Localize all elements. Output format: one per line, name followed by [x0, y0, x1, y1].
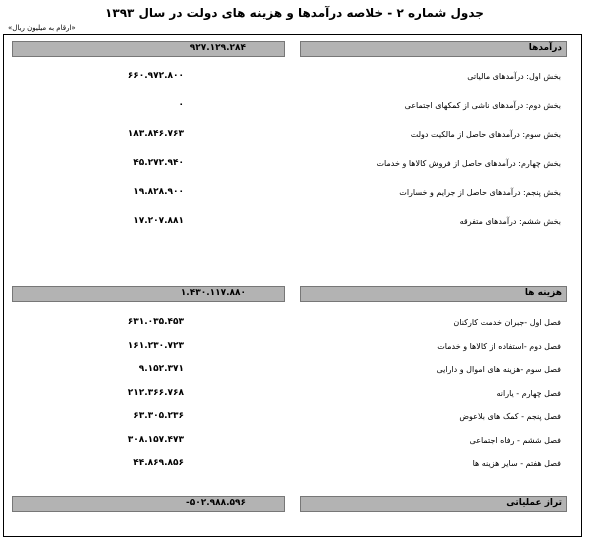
- expenses-item-label: فصل اول -جبران خدمت کارکنان: [453, 318, 561, 327]
- unit-note-text: ارقام به میلیون ریال: [12, 24, 72, 32]
- expenses-total: ۱.۴۳۰.۱۱۷.۸۸۰: [180, 288, 246, 298]
- table-title: جدول شماره ۲ - خلاصه درآمدها و هزینه های دولت در سال ۱۳۹۳: [105, 6, 484, 20]
- revenues-item-label: بخش پنجم: درآمدهای حاصل از جرایم و خسارات: [399, 188, 561, 197]
- revenues-item-value: ۴۵.۲۷۲.۹۴۰: [133, 158, 184, 168]
- expenses-item-label: فصل چهارم - یارانه: [496, 388, 561, 398]
- unit-note: «ارقام به میلیون ریال»: [8, 24, 76, 32]
- expenses-header-bar: [300, 286, 567, 302]
- expenses-item-value: ۱۶۱.۲۳۰.۷۲۳: [127, 340, 184, 351]
- revenues-total: ۹۲۷.۱۲۹.۲۸۴: [189, 43, 246, 53]
- expenses-item-value: ۶۳۱.۰۳۵.۴۵۳: [127, 317, 184, 327]
- revenues-header-bar: [300, 41, 567, 57]
- revenues-item-value: ۱۷.۲۰۷.۸۸۱: [133, 216, 184, 226]
- expenses-item-value: ۳۰۸.۱۵۷.۴۷۳: [127, 434, 184, 445]
- balance-value: -۵۰۲.۹۸۸.۵۹۶: [185, 498, 246, 508]
- revenues-item-value: ۶۶۰.۹۷۲.۸۰۰: [127, 71, 184, 81]
- revenues-item-label: بخش دوم: درآمدهای ناشی از کمکهای اجتماعی: [404, 101, 561, 110]
- expenses-item-value: ۶۳.۳۰۵.۲۳۶: [133, 411, 184, 421]
- expenses-item-label: فصل هفتم - سایر هزینه ها: [472, 459, 561, 468]
- expenses-item-label: فصل ششم - رفاه اجتماعی: [469, 435, 561, 445]
- revenues-item-label: بخش ششم: درآمدهای متفرقه: [459, 217, 561, 226]
- revenues-item-label: بخش اول: درآمدهای مالیاتی: [467, 72, 561, 81]
- revenues-item-value: ۱۹.۸۲۸.۹۰۰: [133, 187, 184, 197]
- balance-header: تراز عملیاتی: [506, 498, 562, 508]
- expenses-item-value: ۴۴.۸۶۹.۸۵۶: [133, 458, 184, 468]
- revenues-total-bar: [12, 41, 285, 57]
- expenses-item-label: فصل پنجم - کمک های بلاعوض: [459, 412, 561, 421]
- expenses-total-bar: [12, 286, 285, 302]
- revenues-header: درآمدها: [528, 43, 562, 53]
- expenses-item-label: فصل سوم -هزینه های اموال و دارایی: [436, 365, 561, 374]
- expenses-header: هزینه ها: [524, 288, 562, 298]
- revenues-item-value: ۰: [178, 100, 184, 110]
- balance-value-bar: [12, 496, 285, 512]
- revenues-item-label: بخش سوم: درآمدهای حاصل از مالکیت دولت: [410, 130, 561, 139]
- expenses-item-value: ۲۱۲.۳۶۶.۷۶۸: [127, 387, 184, 398]
- expenses-item-label: فصل دوم -استفاده از کالاها و خدمات: [437, 341, 561, 351]
- balance-header-bar: [300, 496, 567, 512]
- revenues-item-label: بخش چهارم: درآمدهای حاصل از فروش کالاها و خدمات: [376, 159, 561, 168]
- expenses-item-value: ۹.۱۵۲.۳۷۱: [138, 364, 184, 374]
- revenues-item-value: ۱۸۳.۸۴۶.۷۶۳: [127, 129, 184, 139]
